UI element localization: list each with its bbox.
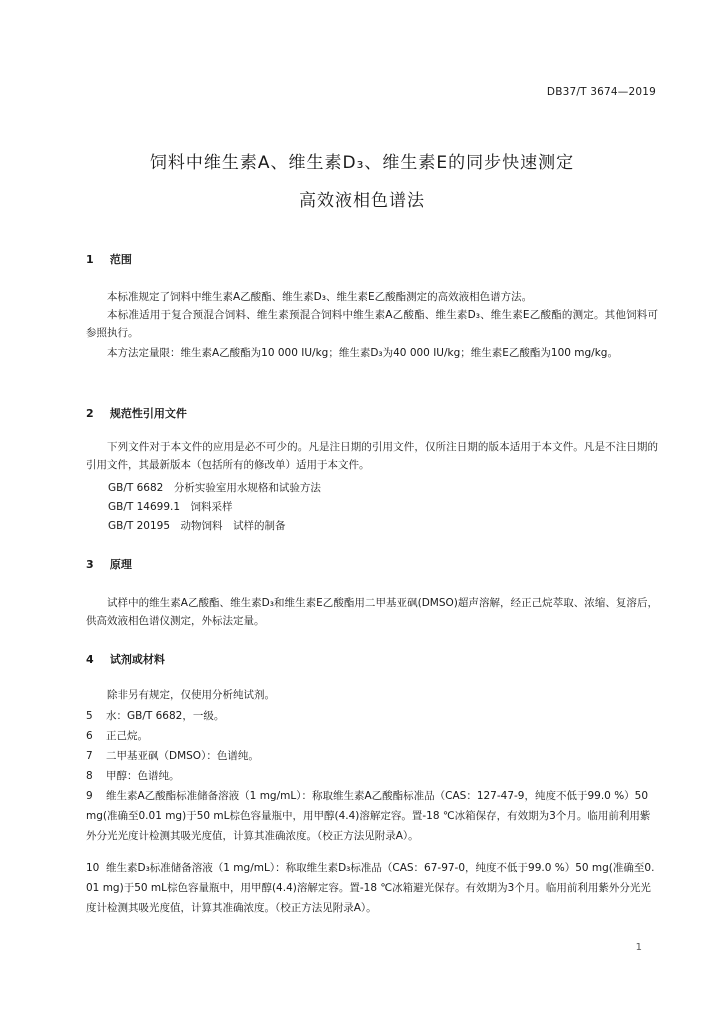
reagent-text: 二甲基亚砜（DMSO）：色谱纯。 bbox=[106, 750, 259, 762]
reference-item: GB/T 6682 分析实验室用水规格和试验方法 bbox=[108, 482, 321, 494]
reagent-text: 维生素A乙酸酯标准储备溶液（1 mg/mL）：称取维生素A乙酸酯标准品（CAS：127-47-9，纯度不低于99.0 %）50 mg(准确至0.01 mg)于50 mL棕色容量瓶中，用甲醇(4.4)溶解定容。置-18 ℃冰箱保存，有效期为3个月。临用前利用紫外分光光度计检测其吸光度值，计算其准确浓度。（校正方法见附录A）。 bbox=[86, 790, 651, 842]
section-heading-reagents bbox=[86, 651, 165, 667]
section-heading-scope bbox=[86, 251, 132, 267]
reagent-text: 正己烷。 bbox=[106, 730, 148, 742]
reagent-number: 6 bbox=[86, 730, 93, 742]
section-number: 3 bbox=[86, 558, 94, 571]
scope-paragraph-3: 本方法定量限：维生素A乙酸酯为10 000 IU/kg；维生素D₃为40 000 IU/kg；维生素E乙酸酯为100 mg/kg。 bbox=[107, 347, 618, 359]
reagent-item bbox=[86, 726, 658, 746]
section-number: 4 bbox=[86, 653, 94, 666]
principle-paragraph: 试样中的维生素A乙酸酯、维生素D₃和维生素E乙酸酯用二甲基亚砜(DMSO)超声溶解，经正己烷萃取、浓缩、复溶后，供高效液相色谱仪测定，外标法定量。 bbox=[86, 597, 658, 627]
reagent-text: 维生素D₃标准储备溶液（1 mg/mL）：称取维生素D₃标准品（CAS：67-97-0，纯度不低于99.0 %）50 mg(准确至0.01 mg)于50 mL棕色容量瓶中，用甲醇(4.4)溶解定容。置-18 ℃冰箱避光保存。有效期为3个月。临用前利用紫外分光光度计检测其吸光度值，计算其准确浓度。（校正方法见附录A）。 bbox=[86, 862, 655, 914]
scope-paragraph-1: 本标准规定了饲料中维生素A乙酸酯、维生素D₃、维生素E乙酸酯测定的高效液相色谱方法。 bbox=[107, 291, 533, 303]
scope-paragraph-2: 本标准适用于复合预混合饲料、维生素预混合饲料中维生素A乙酸酯、维生素D₃、维生素E乙酸酯的测定。其他饲料可参照执行。 bbox=[86, 309, 658, 339]
reagent-number: 10 bbox=[86, 862, 100, 874]
section-title: 规范性引用文件 bbox=[109, 407, 187, 420]
standard-code: DB37/T 3674—2019 bbox=[546, 86, 656, 98]
section-title: 范围 bbox=[109, 253, 132, 266]
page-number: 1 bbox=[635, 942, 642, 953]
reference-item: GB/T 20195 动物饲料 试样的制备 bbox=[108, 520, 286, 532]
reagent-item bbox=[86, 746, 658, 766]
reference-item: GB/T 14699.1 饲料采样 bbox=[108, 501, 233, 513]
section-title: 试剂或材料 bbox=[109, 653, 165, 666]
reagent-item bbox=[86, 858, 658, 918]
section-title: 原理 bbox=[109, 558, 132, 571]
reagent-number: 5 bbox=[86, 710, 93, 722]
reagent-number: 8 bbox=[86, 770, 93, 782]
section-number: 2 bbox=[86, 407, 94, 420]
reagents-intro: 除非另有规定，仅使用分析纯试剂。 bbox=[107, 689, 275, 701]
reagent-text: 水：GB/T 6682，一级。 bbox=[106, 710, 225, 722]
document-subtitle: 高效液相色谱法 bbox=[299, 191, 425, 211]
section-heading-principle bbox=[86, 556, 132, 572]
reagent-number: 7 bbox=[86, 750, 93, 762]
reagent-text: 甲醇：色谱纯。 bbox=[106, 770, 180, 782]
document-title: 饲料中维生素A、维生素D₃、维生素E的同步快速测定 bbox=[149, 153, 575, 173]
section-heading-normative-references bbox=[86, 405, 187, 421]
reagent-item bbox=[86, 766, 658, 786]
normative-intro: 下列文件对于本文件的应用是必不可少的。凡是注日期的引用文件，仅所注日期的版本适用于本文件。凡是不注日期的引用文件，其最新版本（包括所有的修改单）适用于本文件。 bbox=[86, 441, 658, 471]
section-number: 1 bbox=[86, 253, 94, 266]
reagent-item bbox=[86, 706, 658, 726]
reagent-number: 9 bbox=[86, 790, 93, 802]
reagent-item bbox=[86, 786, 658, 846]
